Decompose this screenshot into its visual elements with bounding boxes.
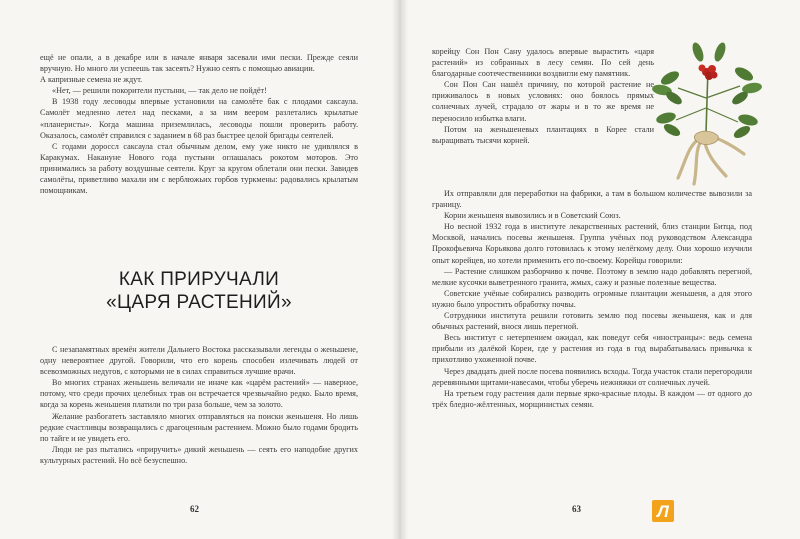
paragraph: Люди не раз пытались «приручить» дикий женьшень — сеять его наподобие других культурных растений. Но всё безуспешно.	[40, 444, 358, 465]
paragraph: А капризные семена не ждут.	[40, 75, 143, 85]
paragraph: Сон Пон Сан нашёл причину, по которой растение не приживалось в новых условиях: оно боялось прямых солнечных лучей, страдало от жары и в то же время не переносило избытка влаги.	[432, 80, 654, 123]
paragraph: С незапамятных времён жители Дальнего Востока рассказывали легенды о женьшене, одну невероятнее другой. Говорили, что его корень способен излечивать людей от всевозможных недугов, с которыми не в силах справиться лучшие врачи.	[40, 345, 358, 377]
paragraph: На третьем году растения дали первые ярко-красные плоды. В каждом — от одного до трёх бледно-жёлтенных, морщинистых семян.	[432, 388, 752, 409]
litres-logo-letter: Л	[657, 501, 669, 521]
paragraph: Их отправляли для переработки на фабрики, а там в большом количестве вывозили за границу.	[432, 189, 752, 210]
page-number-left: 62	[190, 504, 199, 514]
paragraph: Корни женьшеня вывозились и в Советский Союз.	[444, 211, 621, 221]
paragraph: Желание разбогатеть заставляло многих отправляться на поиски женьшеня. Но лишь редкие счастливцы возвращались с драгоценным растением. Можно было годами бродить по тайге и не увидеть его.	[40, 411, 358, 443]
paragraph: ещё не опали, а в декабре или в начале января засевали ими пески. Прежде сеяли вручную. Но много ли успеешь так засеять? Нужно сеять с помощью авиации.	[40, 53, 358, 74]
paragraph: Потом на женьшеневых плантациях в Корее стали выращивать тысячи корней.	[432, 124, 654, 145]
paragraph: Сотрудники института решили готовить землю под посевы женьшеня, как и для обычных растений, внося лишь перегной.	[432, 311, 752, 332]
paragraph: В 1938 году лесоводы впервые установили на самолёте бак с плодами саксаула. Самолёт медленно летел над песками, а за ним веером разлетались крылатые «планеристы». Когда машина приземлилась, лесоводы пошли проверить работу. Оказалось, самолёт справился с заданием в 68 раз быстрее целой бригады сеятелей.	[40, 97, 358, 140]
paragraph: Советские учёные собирались разводить огромные плантации женьшеня, а для этого нужно было упростить обработку почвы.	[432, 288, 752, 309]
chapter-title-line-1: КАК ПРИРУЧАЛИ	[118, 269, 280, 290]
right-column-text	[432, 46, 654, 146]
paragraph: Через двадцать дней после посева появились всходы. Тогда участок стали перегородили деревянными щитами-навесами, чтобы уберечь нежняжки от солнечных лучей.	[432, 366, 752, 387]
litres-logo	[652, 500, 674, 522]
left-body-text	[40, 344, 358, 466]
paragraph: Во многих странах женьшень величали не иначе как «царём растений» — наверное, потому, что среди прочих целебных трав он встречается чрезвычайно редко. Было время, когда за корень женьшеня платили по три раза больше, чем за золото.	[40, 378, 358, 410]
paragraph: С годами дороссл саксаула стал обычным делом, ему уже никто не удивлялся в Каракумах. Накануне Нового года пустыни оглашалась рокотом моторов. Это принимались за работу воздушные сеятели. Круг за кругом облетали они пески. Завидев самолёты, приветливо махали им с верблюжьих горбов туркмены: радовались крылатым помощникам.	[40, 141, 358, 196]
right-full-text	[432, 188, 752, 410]
chapter-title-line-2: «ЦАРЯ РАСТЕНИЙ»	[106, 292, 292, 313]
ginseng-plant-illustration	[648, 38, 766, 186]
paragraph: корейцу Сон Пон Сану удалось впервые вырастить «царя растений» из собранных в лесу семян. По сей день благодарные соотечественники воздвигли ему памятник.	[432, 47, 654, 79]
paragraph: — Растение слишком разборчиво к почве. Поэтому в землю надо добавлять перегной, мелкие кусочки выветренного гранита, жмых, сажу и разные полезные вещества.	[432, 266, 752, 287]
left-top-text	[40, 52, 358, 196]
page-number-right: 63	[572, 504, 581, 514]
chapter-title	[40, 268, 358, 314]
left-page	[0, 0, 398, 539]
paragraph: Но весной 1932 года в институте лекарственных растений, близ станции Битца, под Москвой, начались посевы женьшеня. Группа учёных под руководством Александра Прокофьевича Корьякова долго готовилась к этому нелёгкому делу. Они хорошо изучили опыт корейцев, но хотели применить его по-своему. Корейцы говорили:	[432, 222, 752, 265]
paragraph: «Нет, — решили покорители пустыни, — так дело не пойдёт!	[52, 86, 267, 96]
paragraph: Весь институт с нетерпением ожидал, как поведут себя «иностранцы»: ведь семена прибыли из далёкой Кореи, где у растения из года в год вырабатывалась привычка к прихотливо ухоженной почве.	[432, 333, 752, 365]
